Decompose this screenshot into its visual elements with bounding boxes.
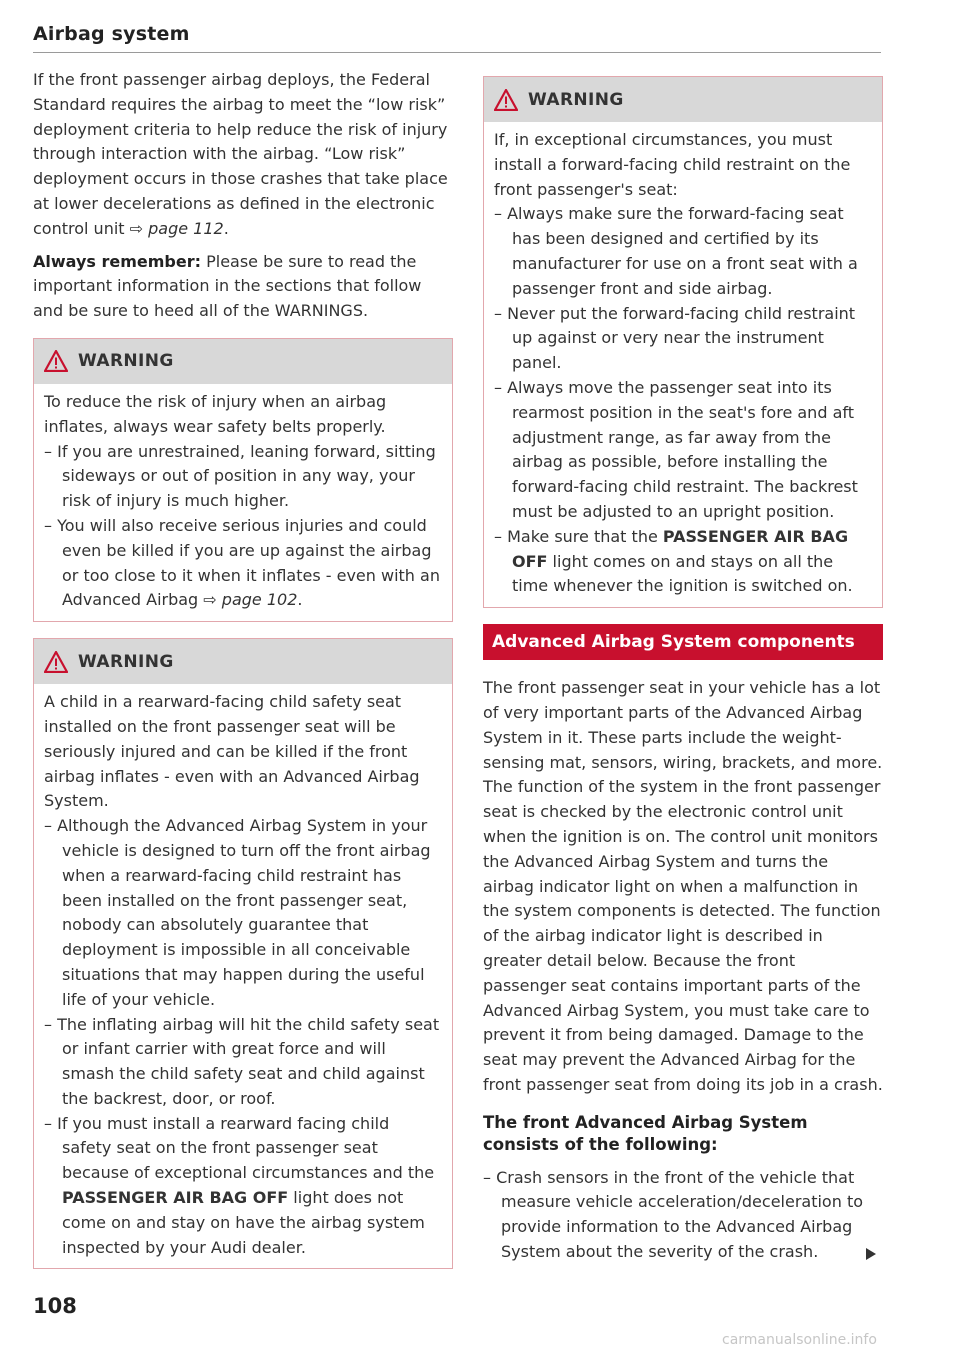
remember-label: Always remember: bbox=[33, 251, 202, 271]
continue-arrow-icon bbox=[866, 1248, 876, 1260]
list-item bbox=[44, 514, 442, 613]
warning-triangle-icon bbox=[44, 651, 68, 673]
warning-body bbox=[34, 684, 452, 1268]
page-header-title: Airbag system bbox=[33, 23, 190, 45]
page-reference-link[interactable]: ⇨ page 112 bbox=[129, 218, 224, 238]
right-column bbox=[483, 76, 883, 1265]
list-item-end: . bbox=[297, 590, 303, 610]
warning-title: WARNING bbox=[78, 351, 174, 372]
warning-text: If, in exceptional circumstances, you must install a forward-facing child restraint on the front passenger's seat: bbox=[494, 130, 851, 199]
list-item: – Always move the passenger seat into its rearmost position in the seat's fore and aft adjustment range, as far away from the airbag as possible, before installing the forward-facing child restraint. The backrest must be adjusted to an upright position. bbox=[494, 376, 872, 525]
list-item-text: light does not come on and stay on have the airbag system inspected by your Audi dealer. bbox=[62, 1188, 425, 1257]
warning-text: A child in a rearward-facing child safety seat installed on the front passenger seat will be seriously injured and can be killed if the front airbag inflates - even with an Advanced Airbag System. bbox=[44, 692, 420, 811]
list-item: – Always make sure the forward-facing seat has been designed and certified by its manufacturer for use on a front seat with a passenger front and side airbag. bbox=[494, 202, 872, 301]
list-item-text: You will also receive serious injuries and could even be killed if you are up against the airbag or too close to it when it inflates - even with an Advanced Airbag bbox=[57, 515, 440, 610]
list-item-text: Make sure that the bbox=[507, 526, 663, 546]
warning-box-rearward-child-seat bbox=[33, 638, 453, 1269]
remember-text: Please be sure to read the important information in the sections that follow and be sure to heed all of the WARNINGS. bbox=[33, 251, 422, 321]
list-item bbox=[494, 525, 872, 599]
list-item-text: If you must install a rearward facing child safety seat on the front passenger seat because of exceptional circumstances and the bbox=[57, 1113, 435, 1183]
intro-paragraph bbox=[33, 68, 453, 242]
subheading: The front Advanced Airbag System consists of the following: bbox=[483, 1112, 808, 1154]
indicator-name: PASSENGER AIR BAG OFF bbox=[512, 526, 849, 571]
section-paragraph: The front passenger seat in your vehicle has a lot of very important parts of the Advanced Airbag System in it. These parts include the weight-sensing mat, sensors, wiring, brackets, and more. The function of the system in the front passenger seat is checked by the electronic control unit when the ignition is on. The control unit monitors the Advanced Airbag System and turns the airbag indicator light on when a malfunction in the system components is detected. The function of the airbag indicator light is described in greater detail below. Because the front passenger seat contains important parts of the Advanced Airbag System, you must take care to prevent it from being damaged. Damage to the seat may prevent the Advanced Airbag for the front passenger seat from doing its job in a crash. bbox=[483, 678, 883, 1094]
warning-title: WARNING bbox=[528, 89, 624, 110]
intro-end: . bbox=[223, 218, 229, 238]
list-item: – Never put the forward-facing child restraint up against or very near the instrument panel. bbox=[494, 302, 872, 376]
section-heading-bar: Advanced Airbag System components bbox=[483, 624, 883, 660]
watermark: carmanualsonline.info bbox=[722, 1332, 877, 1348]
intro-text: If the front passenger airbag deploys, the Federal Standard requires the airbag to meet the “low risk” deployment criteria to help reduce the risk of injury through interaction with the airbag. “Low risk” deployment occurs in those crashes that take place at lower decelerations as defined in the electronic control unit bbox=[33, 70, 448, 238]
warning-box-safety-belts bbox=[33, 338, 453, 622]
warning-body bbox=[484, 122, 882, 607]
left-column bbox=[33, 68, 453, 1285]
warning-header bbox=[34, 339, 452, 384]
list-item-text: light comes on and stays on all the time whenever the ignition is switched on. bbox=[512, 551, 853, 596]
warning-box-forward-child-seat bbox=[483, 76, 883, 608]
warning-text: To reduce the risk of injury when an airbag inflates, always wear safety belts properly. bbox=[44, 391, 387, 436]
warning-title: WARNING bbox=[78, 651, 174, 672]
warning-header bbox=[34, 639, 452, 684]
warning-header bbox=[484, 77, 882, 122]
page-reference-link[interactable]: ⇨ page 102 bbox=[203, 590, 298, 610]
list-item: – Although the Advanced Airbag System in your vehicle is designed to turn off the front airbag when a rearward-facing child restraint has been installed on the front passenger seat, nobody can absolutely guarantee that deployment is impossible in all conceivable situations that may happen during the useful life of your vehicle. bbox=[44, 814, 442, 1012]
remember-paragraph bbox=[33, 250, 453, 324]
list-item bbox=[44, 1112, 442, 1261]
page-number: 108 bbox=[33, 1294, 77, 1318]
list-item: – If you are unrestrained, leaning forward, sitting sideways or out of position in any way, your risk of injury is much higher. bbox=[44, 440, 442, 514]
header-divider bbox=[33, 52, 881, 53]
indicator-name: PASSENGER AIR BAG OFF bbox=[62, 1188, 289, 1208]
warning-body bbox=[34, 384, 452, 621]
warning-triangle-icon bbox=[44, 350, 68, 372]
components-list bbox=[483, 1166, 883, 1265]
warning-triangle-icon bbox=[494, 89, 518, 111]
list-item: – Crash sensors in the front of the vehicle that measure vehicle acceleration/deceleration to provide information to the Advanced Airbag System about the severity of the crash. bbox=[483, 1166, 883, 1265]
list-item: – The inflating airbag will hit the child safety seat or infant carrier with great force and will smash the child safety seat and child against the backrest, door, or roof. bbox=[44, 1013, 442, 1112]
